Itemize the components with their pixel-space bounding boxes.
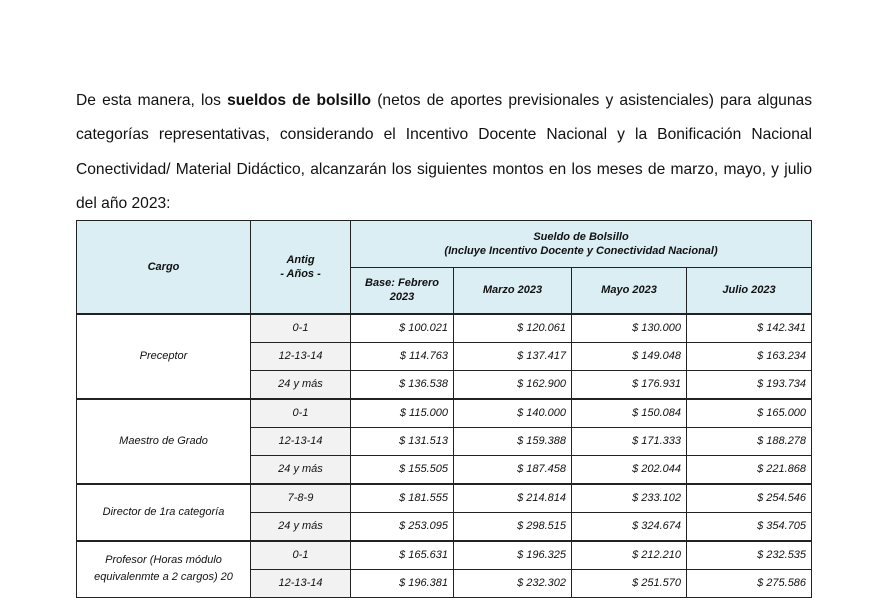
header-base (351, 268, 454, 314)
base-value-cell: $ 196.381 (351, 569, 454, 597)
antig-cell: 24 y más (251, 455, 351, 484)
julio-value-cell: $ 275.586 (687, 569, 812, 597)
table-row (77, 314, 812, 343)
antig-cell: 24 y más (251, 370, 351, 399)
header-group-title: Sueldo de Bolsillo (533, 231, 629, 243)
base-value-cell: $ 181.555 (351, 484, 454, 513)
julio-value-cell: $ 354.705 (687, 512, 812, 541)
marzo-value-cell: $ 159.388 (454, 427, 572, 455)
intro-text-2: (netos de aportes previsionales y asistenciales) para algunas categorías representativas, considerando el Incentivo Docente Nacional y la Bonificación Nacional Conectividad/ Material Didáctico, alcanzarán los siguientes montos en los meses de marzo, mayo, y julio del año 2023: (76, 91, 812, 213)
header-base-line1: Base: Febrero (365, 277, 439, 290)
table-row (77, 484, 812, 513)
julio-value-cell: $ 221.868 (687, 455, 812, 484)
julio-value-cell: $ 165.000 (687, 399, 812, 428)
header-sueldo-group (351, 221, 812, 268)
cargo-cell: Profesor (Horas módulo equivalenmte a 2 cargos) 20 (77, 541, 251, 598)
base-value-cell: $ 114.763 (351, 342, 454, 370)
marzo-value-cell: $ 196.325 (454, 541, 572, 570)
mayo-value-cell: $ 212.210 (572, 541, 687, 570)
antig-cell: 24 y más (251, 512, 351, 541)
base-value-cell: $ 115.000 (351, 399, 454, 428)
mayo-value-cell: $ 233.102 (572, 484, 687, 513)
antig-cell: 12-13-14 (251, 569, 351, 597)
julio-value-cell: $ 142.341 (687, 314, 812, 343)
julio-value-cell: $ 254.546 (687, 484, 812, 513)
marzo-value-cell: $ 298.515 (454, 512, 572, 541)
header-julio: Julio 2023 (687, 268, 812, 314)
mayo-value-cell: $ 176.931 (572, 370, 687, 399)
table-row (77, 541, 812, 570)
mayo-value-cell: $ 324.674 (572, 512, 687, 541)
base-value-cell: $ 253.095 (351, 512, 454, 541)
base-value-cell: $ 131.513 (351, 427, 454, 455)
marzo-value-cell: $ 120.061 (454, 314, 572, 343)
base-value-cell: $ 155.505 (351, 455, 454, 484)
julio-value-cell: $ 193.734 (687, 370, 812, 399)
header-marzo: Marzo 2023 (454, 268, 572, 314)
antig-cell: 0-1 (251, 314, 351, 343)
header-base-line2: 2023 (389, 291, 415, 304)
antig-cell: 0-1 (251, 399, 351, 428)
header-cargo: Cargo (77, 221, 251, 314)
mayo-value-cell: $ 130.000 (572, 314, 687, 343)
cargo-cell: Maestro de Grado (77, 399, 251, 484)
antig-cell: 12-13-14 (251, 427, 351, 455)
table-row (77, 399, 812, 428)
intro-text-1: De esta manera, los (76, 91, 228, 109)
intro-paragraph (76, 84, 812, 222)
mayo-value-cell: $ 251.570 (572, 569, 687, 597)
header-antig-line2: - Años - (280, 267, 321, 280)
salary-table (76, 220, 812, 598)
antig-cell: 12-13-14 (251, 342, 351, 370)
antig-cell: 7-8-9 (251, 484, 351, 513)
marzo-value-cell: $ 140.000 (454, 399, 572, 428)
salary-table-body (77, 314, 812, 598)
mayo-value-cell: $ 202.044 (572, 455, 687, 484)
cargo-cell: Preceptor (77, 314, 251, 399)
base-value-cell: $ 136.538 (351, 370, 454, 399)
mayo-value-cell: $ 149.048 (572, 342, 687, 370)
marzo-value-cell: $ 214.814 (454, 484, 572, 513)
julio-value-cell: $ 188.278 (687, 427, 812, 455)
marzo-value-cell: $ 137.417 (454, 342, 572, 370)
marzo-value-cell: $ 162.900 (454, 370, 572, 399)
header-mayo: Mayo 2023 (572, 268, 687, 314)
mayo-value-cell: $ 150.084 (572, 399, 687, 428)
header-antig (251, 221, 351, 314)
julio-value-cell: $ 163.234 (687, 342, 812, 370)
intro-bold-text: sueldos de bolsillo (227, 91, 372, 109)
header-antig-line1: Antig (286, 253, 315, 266)
marzo-value-cell: $ 232.302 (454, 569, 572, 597)
antig-cell: 0-1 (251, 541, 351, 570)
cargo-cell: Director de 1ra categoría (77, 484, 251, 541)
base-value-cell: $ 165.631 (351, 541, 454, 570)
mayo-value-cell: $ 171.333 (572, 427, 687, 455)
base-value-cell: $ 100.021 (351, 314, 454, 343)
marzo-value-cell: $ 187.458 (454, 455, 572, 484)
julio-value-cell: $ 232.535 (687, 541, 812, 570)
header-group-subtitle: (Incluye Incentivo Docente y Conectividad Nacional) (444, 245, 718, 257)
